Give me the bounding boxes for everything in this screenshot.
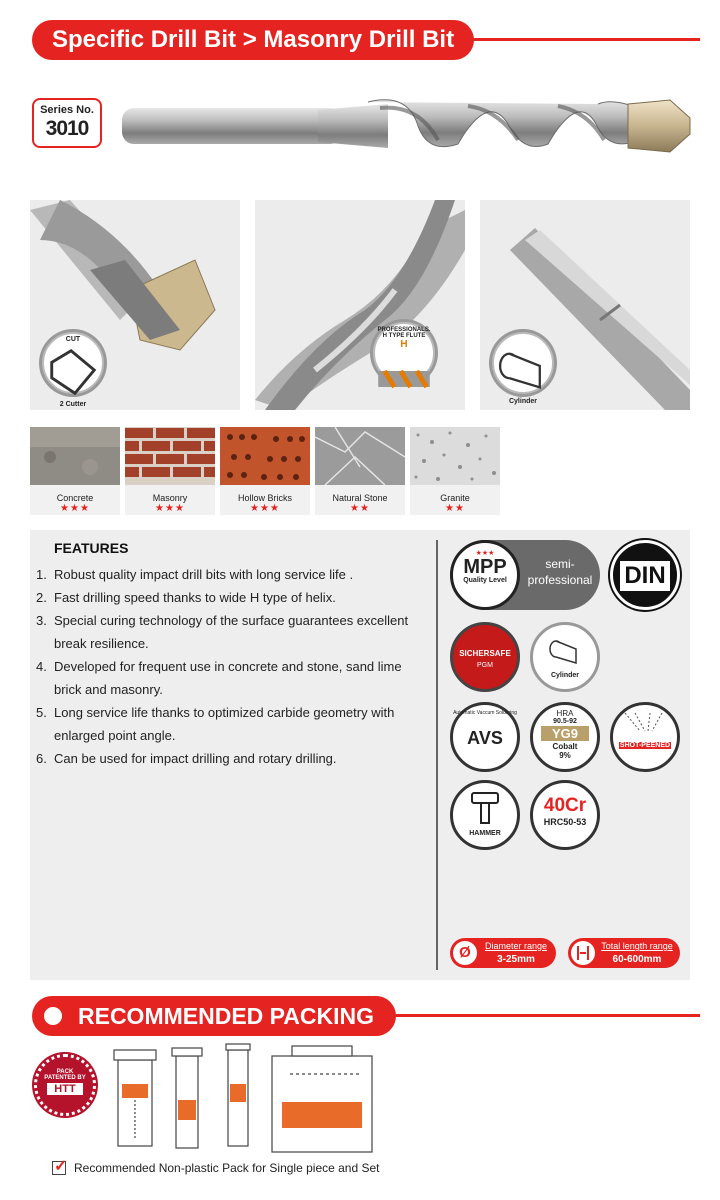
length-range-badge <box>568 938 680 968</box>
shot-peened-badge <box>610 702 680 772</box>
mpp-circle <box>450 540 520 610</box>
packing-dot <box>44 1007 62 1025</box>
yg9-cobalt: Cobalt <box>552 742 578 751</box>
feature-item: 6. Can be used for impact drilling and rotary drilling. <box>36 751 337 766</box>
cylinder-badge <box>530 622 600 692</box>
material-stars: ★★★ <box>250 503 280 514</box>
steel-hrc: HRC50-53 <box>543 817 587 827</box>
cylinder-badge-label: Cylinder <box>550 672 579 679</box>
material-hollow-bricks <box>220 427 310 515</box>
features-title: FEATURES <box>54 540 129 556</box>
yg9-badge <box>530 702 600 772</box>
features-list <box>36 563 426 770</box>
length-value: 60-600mm <box>612 954 662 965</box>
shot-peened-icon <box>620 711 670 737</box>
mpp-title: MPP <box>463 556 507 578</box>
flute-badge <box>373 322 435 384</box>
cylinder-shape-icon <box>546 635 584 667</box>
page-title: Specific Drill Bit > Masonry Drill Bit <box>32 20 474 60</box>
mpp-stars: ★★★ <box>475 550 495 557</box>
sichersafe-title: SICHERSAFE <box>459 649 511 658</box>
feature-item: 3. Special curing technology of the surface guarantees excellent break resilience. <box>36 613 409 651</box>
sichersafe-badge <box>450 622 520 692</box>
seal-line3: HTT <box>47 1083 83 1095</box>
seal-line2: PATENTED BY <box>44 1075 86 1081</box>
series-number: 3010 <box>45 117 89 140</box>
concrete-texture <box>30 427 120 485</box>
length-icon <box>571 941 595 965</box>
diameter-label: Diameter range <box>484 941 548 951</box>
din-label: DIN <box>620 561 670 591</box>
length-label: Total length range <box>601 941 673 951</box>
cutter-badge <box>42 332 104 408</box>
feature-item: 1. Robust quality impact drill bits with long service life . <box>36 567 354 582</box>
hammer-icon <box>468 791 502 825</box>
seal-line1: PACK <box>56 1069 74 1075</box>
drill-bit-image <box>118 96 698 156</box>
cutter-icon <box>44 343 102 401</box>
hollow-bricks-texture <box>220 427 310 485</box>
material-granite <box>410 427 500 515</box>
yg9-percent: 9% <box>559 751 571 760</box>
material-masonry <box>125 427 215 515</box>
avs-title: AVS <box>467 728 503 748</box>
shank-badge <box>492 332 554 405</box>
avs-ring-text: Automatic Vaccum Soldering <box>453 710 517 716</box>
mpp-sub: Quality Level <box>463 577 507 584</box>
photo-cutter <box>30 200 240 410</box>
material-natural-stone <box>315 427 405 515</box>
material-stars: ★★★ <box>155 503 185 514</box>
photo-flute <box>255 200 465 410</box>
feature-item: 5. Long service life thanks to optimized carbide geometry with enlarged point angle. <box>36 705 395 743</box>
yg9-grade: YG9 <box>541 726 589 741</box>
packing-title: RECOMMENDED PACKING <box>32 996 396 1036</box>
material-stars: ★★ <box>350 503 370 514</box>
material-name: Concrete <box>56 493 94 503</box>
packing-note <box>52 1158 380 1175</box>
material-name: Granite <box>440 493 470 503</box>
granite-texture <box>410 427 500 485</box>
material-name: Masonry <box>152 493 188 503</box>
material-stars: ★★★ <box>60 503 90 514</box>
mpp-badge <box>450 540 600 610</box>
masonry-texture <box>125 427 215 485</box>
diameter-icon: Ø <box>453 941 477 965</box>
shank-badge-label: Cylinder <box>508 398 537 405</box>
avs-badge <box>450 702 520 772</box>
photo-shank <box>480 200 690 410</box>
steel-grade: 40Cr <box>543 795 587 816</box>
material-name: Hollow Bricks <box>237 493 292 503</box>
flute-icon <box>375 350 433 408</box>
series-box <box>32 98 102 148</box>
material-concrete <box>30 427 120 515</box>
panel-divider <box>436 540 438 970</box>
hammer-badge <box>450 780 520 850</box>
feature-item: 2. Fast drilling speed thanks to wide H type of helix. <box>36 590 336 605</box>
checkbox-icon: ✓ <box>54 1158 68 1175</box>
cutter-badge-top: CUT <box>65 336 81 343</box>
cutter-badge-bottom: 2 Cutter <box>59 401 87 408</box>
yg9-range: 90.5-92 <box>553 718 577 725</box>
patent-seal <box>34 1054 96 1116</box>
material-stars: ★★ <box>445 503 465 514</box>
yg9-hra: HRA <box>556 709 574 718</box>
feature-item: 4. Developed for frequent use in concrete and stone, sand lime brick and masonry. <box>36 659 402 697</box>
diameter-range-badge <box>450 938 556 968</box>
packing-note-text: Recommended Non-plastic Pack for Single piece and Set <box>74 1161 380 1175</box>
flute-badge-letter: H <box>400 339 408 350</box>
steel-badge <box>530 780 600 850</box>
diameter-value: 3-25mm <box>497 954 535 965</box>
hammer-label: HAMMER <box>469 830 501 837</box>
mpp-level: semi-professional <box>527 557 593 587</box>
cylinder-icon <box>494 340 552 398</box>
natural-stone-texture <box>315 427 405 485</box>
material-name: Natural Stone <box>332 493 388 503</box>
sichersafe-sub: PGM <box>477 662 493 669</box>
shot-peened-label: SHOT-PEENED <box>619 742 671 749</box>
flute-badge-ring: PROFESSIONALS. H TYPE FLUTE <box>377 327 431 339</box>
series-label: Series No. <box>40 104 94 116</box>
packing-illustrations <box>110 1040 380 1160</box>
din-badge <box>610 540 680 610</box>
